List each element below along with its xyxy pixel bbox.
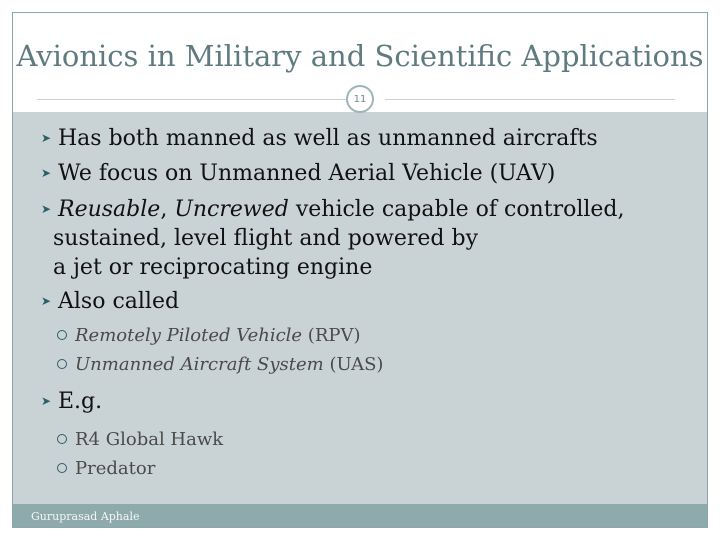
sub-bullet-item [57,325,361,346]
bullet-item [41,197,625,222]
sub-bullet-abbr: (UAS) [323,354,384,375]
ring-bullet-icon [57,463,67,473]
sub-bullet-abbr: (RPV) [302,325,361,346]
slide [12,12,708,528]
sub-bullet-item [57,458,155,479]
sub-bullet-text: Predator [75,458,156,479]
title-divider-right [385,99,675,100]
ring-bullet-icon [57,434,67,444]
bullet-text: E.g. [58,389,103,414]
bullet-item [41,126,598,151]
bullet-separator: , [160,197,175,222]
bullet-text: Also called [58,289,180,314]
bullet-continuation: a jet or reciprocating engine [53,255,373,280]
feather-arrow-icon: ➤ [41,131,52,145]
footer-bar [13,504,707,528]
bullet-italic-reusable: Reusable [58,197,161,222]
bullet-continuation: sustained, level flight and powered by [53,226,478,251]
sub-bullet-term: Remotely Piloted Vehicle [75,325,303,346]
feather-arrow-icon: ➤ [41,294,52,308]
bullet-item [41,289,179,314]
sub-bullet-item [57,354,383,375]
feather-arrow-icon: ➤ [41,394,52,408]
sub-bullet-term: Unmanned Aircraft System [75,354,324,375]
bullet-text: vehicle capable of controlled, [288,197,625,222]
bullet-item [41,389,102,414]
feather-arrow-icon: ➤ [41,202,52,216]
slide-title: Avionics in Military and Scientific Applications [16,39,704,73]
page-number-badge: 11 [346,85,374,113]
bullet-text: Has both manned as well as unmanned aircrafts [58,126,598,151]
content-area [13,112,707,504]
ring-bullet-icon [57,330,67,340]
title-divider-left [37,99,357,100]
footer-author: Guruprasad Aphale [31,510,140,523]
sub-bullet-item [57,429,223,450]
bullet-item [41,161,555,186]
bullet-italic-uncrewed: Uncrewed [174,197,289,222]
feather-arrow-icon: ➤ [41,166,52,180]
ring-bullet-icon [57,359,67,369]
bullet-text: We focus on Unmanned Aerial Vehicle (UAV) [58,161,556,186]
sub-bullet-text: R4 Global Hawk [75,429,224,450]
